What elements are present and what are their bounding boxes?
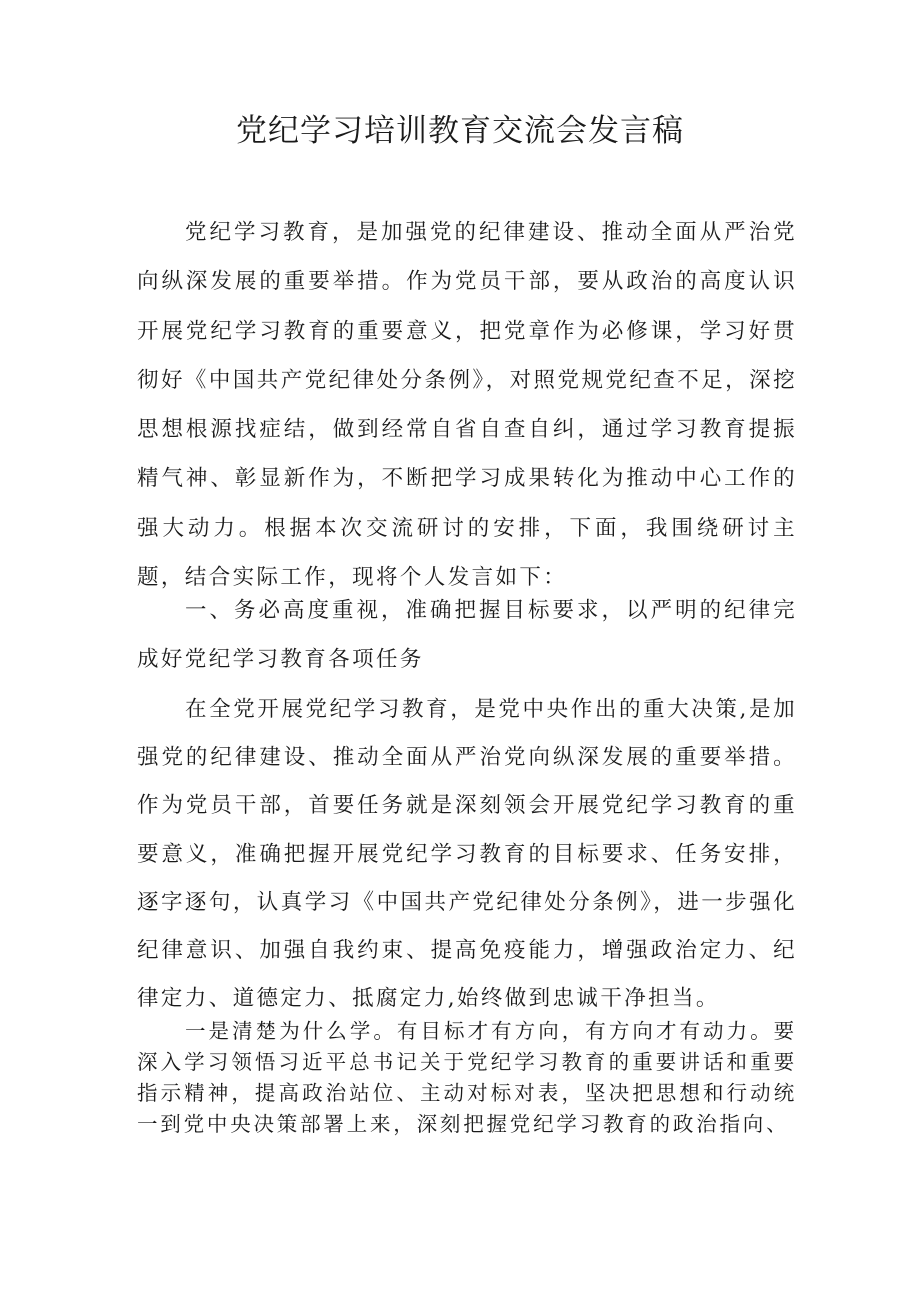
paragraph-intro: 党纪学习教育，是加强党的纪律建设、推动全面从严治党向纵深发展的重要举措。作为党员干部，要从政治的高度认识开展党纪学习教育的重要意义，把党章作为必修课，学习好贯彻好《中国共产党纪律处分条例》，对照党规党纪查不足，深挖思想根源找症结，做到经常自省自查自纠，通过学习教育提振精气神、彰显新作为，不断把学习成果转化为推动中心工作的强大动力。根据本次交流研讨的安排，下面，我围绕研讨主题，结合实际工作，现将个人发言如下： [137, 220, 797, 591]
paragraph-section-one: 在全党开展党纪学习教育，是党中央作出的重大决策,是加强党的纪律建设、推动全面从严治党向纵深发展的重要举措。作为党员干部，首要任务就是深刻领会开展党纪学习教育的重要意义，准确把握开展党纪学习教育的目标要求、任务安排，逐字逐句，认真学习《中国共产党纪律处分条例》，进一步强化纪律意识、加强自我约束、提高免疫能力，增强政治定力、纪律定力、道德定力、抵腐定力,始终做到忠诚干净担当。 [137, 697, 797, 1012]
section-heading-one: 一、务必高度重视，准确把握目标要求，以严明的纪律完成好党纪学习教育各项任务 [137, 598, 797, 672]
document-title: 党纪学习培训教育交流会发言稿 [236, 113, 684, 149]
paragraph-point-one: 一是清楚为什么学。有目标才有方向，有方向才有动力。要深入学习领悟习近平总书记关于党纪学习教育的重要讲话和重要指示精神，提高政治站位、主动对标对表，坚决把思想和行动统一到党中央决策部署上来，深刻把握党纪学习教育的政治指向、 [137, 1019, 797, 1136]
